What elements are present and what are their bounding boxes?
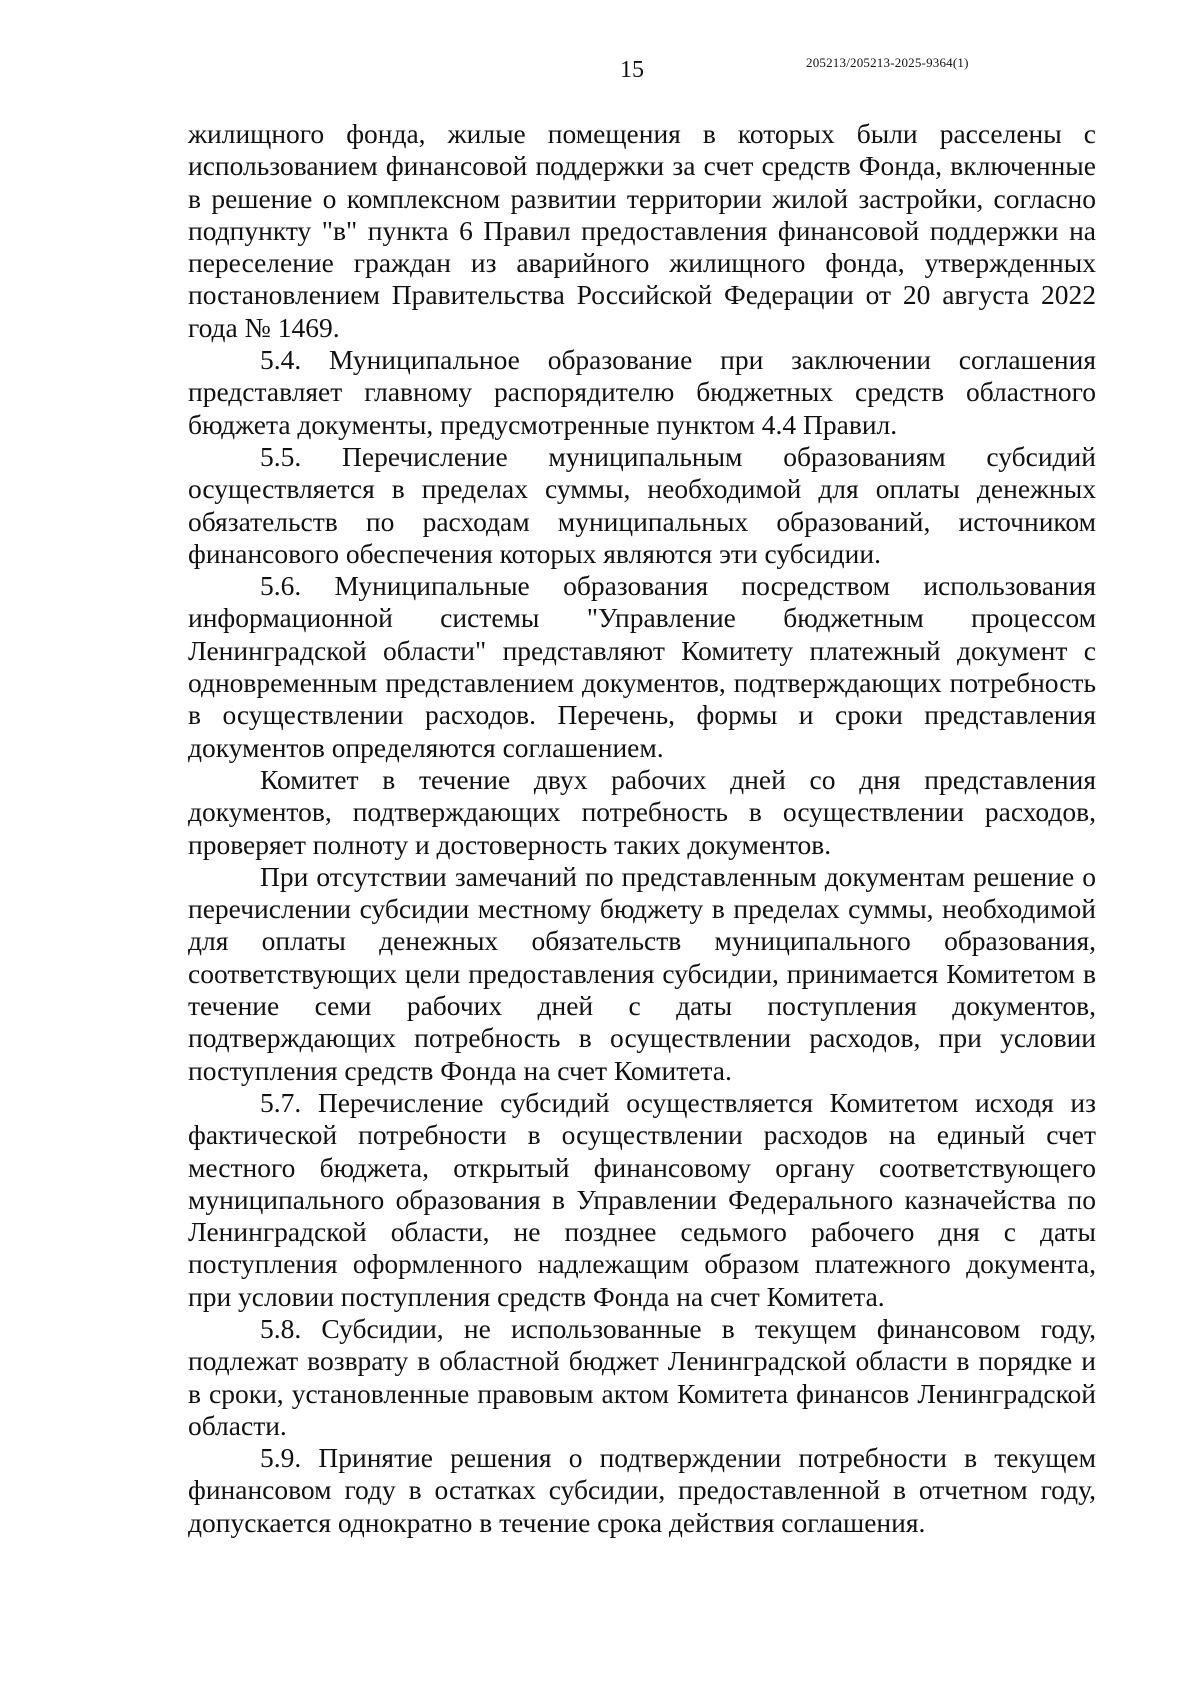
paragraph-5-5: 5.5. Перечисление муниципальным образованиям субсидий осуществляется в пределах суммы, необходимой для оплаты денежных обязательств по расходам муниципальных образований, источником финансового обеспечения которых являются эти субсидии.	[188, 440, 1096, 569]
paragraph-5-6: 5.6. Муниципальные образования посредством использования информационной системы "Управление бюджетным процессом Ленинградской области" представляют Комитету платежный документ с одновременным представлением документов, подтверждающих потребность в осуществлении расходов. Перечень, формы и сроки представления документов определяются соглашением.	[188, 570, 1096, 763]
document-body	[188, 118, 1096, 1539]
paragraph-5-4: 5.4. Муниципальное образование при заключении соглашения представляет главному распорядителю бюджетных средств областного бюджета документы, предусмотренные пунктом 4.4 Правил.	[188, 344, 1096, 440]
paragraph-5-8: 5.8. Субсидии, не использованные в текущем финансовом году, подлежат возврату в областной бюджет Ленинградской области в порядке и в сроки, установленные правовым актом Комитета финансов Ленинградской области.	[188, 1312, 1096, 1441]
paragraph-transfer-decision: При отсутствии замечаний по представленным документам решение о перечислении субсидии местному бюджету в пределах суммы, необходимой для оплаты денежных обязательств муниципального образования, соответствующих цели предоставления субсидии, принимается Комитетом в течение семи рабочих дней с даты поступления документов, подтверждающих потребность в осуществлении расходов, при условии поступления средств Фонда на счет Комитета.	[188, 860, 1096, 1086]
paragraph-committee-check: Комитет в течение двух рабочих дней со дня представления документов, подтверждающих потребность в осуществлении расходов, проверяет полноту и достоверность таких документов.	[188, 763, 1096, 860]
page-number: 15	[620, 57, 644, 83]
paragraph-5-9: 5.9. Принятие решения о подтверждении потребности в текущем финансовом году в остатках субсидии, предоставленной в отчетном году, допускается однократно в течение срока действия соглашения.	[188, 1442, 1096, 1538]
document-id: 205213/205213-2025-9364(1)	[806, 55, 969, 70]
paragraph-continuation: жилищного фонда, жилые помещения в которых были расселены с использованием финансовой поддержки за счет средств Фонда, включенные в решение о комплексном развитии территории жилой застройки, согласно подпункту "в" пункта 6 Правил предоставления финансовой поддержки на переселение граждан из аварийного жилищного фонда, утвержденных постановлением Правительства Российской Федерации от 20 августа 2022 года № 1469.	[188, 118, 1096, 343]
paragraph-5-7: 5.7. Перечисление субсидий осуществляется Комитетом исходя из фактической потребности в осуществлении расходов на единый счет местного бюджета, открытый финансовому органу соответствующего муниципального образования в Управлении Федерального казначейства по Ленинградской области, не позднее седьмого рабочего дня с даты поступления оформленного надлежащим образом платежного документа, при условии поступления средств Фонда на счет Комитета.	[188, 1086, 1096, 1312]
